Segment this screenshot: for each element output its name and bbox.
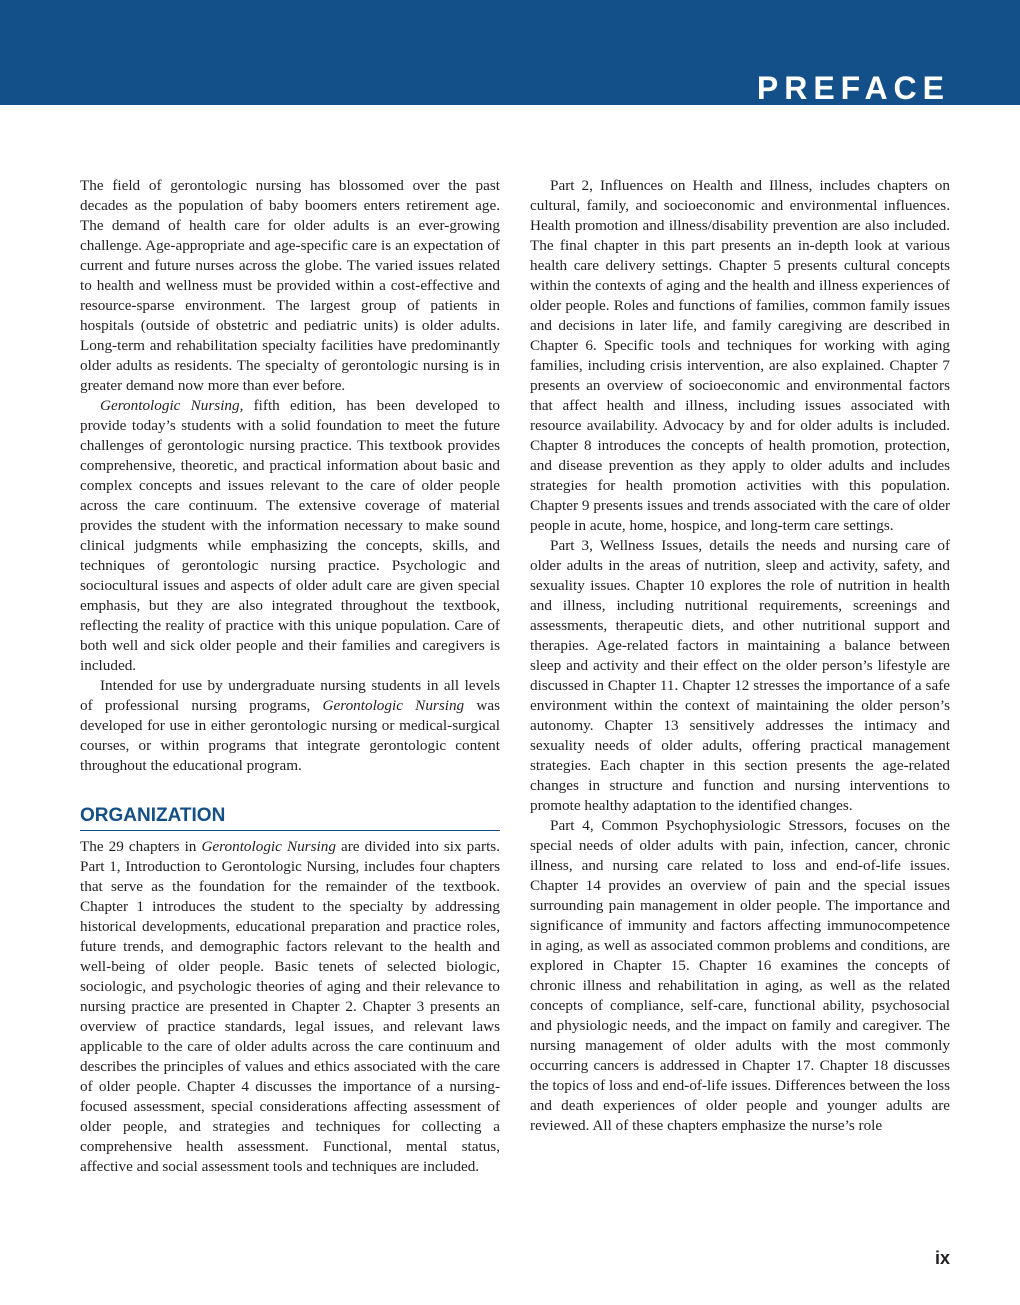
edition-paragraph [80,396,500,676]
page-number: ix [934,1248,950,1268]
organization-paragraph [80,837,500,1177]
left-column [80,176,500,1177]
intro-paragraph: The field of gerontologic nursing has blossomed over the past decades as the population of baby boomers enters retirement age. The demand of health care for older adults is an ever-growing challenge. Age-appropriate and age-specific care is an expectation of current and future nurses across the globe. The varied issues related to health and wellness must be provided within a cost-effective and resource-sparse environment. The largest group of patients in hospitals (outside of obstetric and pediatric units) is older adults. Long-term and rehabilitation specialty facilities have predominantly older adults as residents. The specialty of gerontologic nursing is in greater demand now more than ever before. [80,177,500,394]
edition-paragraph-text: fifth edition, has been developed to provide today’s students with a solid foundation to meet the future challenges of gerontologic nursing practice. This textbook provides comprehensive, theoretic, and practical information about basic and complex concepts and issues relevant to the care of older people across the care continuum. The extensive coverage of material provides the student with the information necessary to make sound clinical judgments while emphasizing the concepts, skills, and techniques of gerontologic nursing practice. Psychologic and sociocultural issues and aspects of older adult care are given special emphasis, but they are also integrated throughout the textbook, reflecting the reality of practice with this unique population. Care of both well and sick older people and their families and caregivers is included. [80,397,500,674]
intended-use-rest: was developed for use in either gerontologic nursing or medical-surgical courses, or within programs that integrate gerontologic content throughout the educational program. [80,697,500,774]
page-title: PREFACE [756,70,950,106]
section-heading-organization: ORGANIZATION [80,804,500,831]
part2-paragraph: Part 2, Influences on Health and Illness, includes chapters on cultural, family, and socioeconomic and environmental influences. Health promotion and illness/disability prevention are also included. The final chapter in this part presents an in-depth look at various health care delivery settings. Chapter 5 presents cultural concepts within the contexts of aging and the health and illness experiences of older people. Roles and functions of families, common family issues and decisions in later life, and family caregiving are described in Chapter 6. Specific tools and techniques for working with aging families, including crisis intervention, are also explained. Chapter 7 presents an overview of socioeconomic and environmental factors that affect health and illness, including issues associated with resource availability. Advocacy by and for older adults is included. Chapter 8 introduces the concepts of health promotion, protection, and disease prevention as they apply to older adults and includes strategies for health promotion activities with this population. Chapter 9 presents issues and trends associated with the care of older people in acute, home, hospice, and long-term care settings. [530,177,950,534]
book-title: Gerontologic Nursing [322,697,465,714]
book-title: Gerontologic Nursing [201,838,336,855]
organization-rest: are divided into six parts. Part 1, Introduction to Gerontologic Nursing, includes four chapters that serve as the foundation for the remainder of the textbook. Chapter 1 introduces the student to the specialty by addressing historical developments, educational preparation and practice roles, future trends, and demographic factors relevant to the health and well-being of older people. Basic tenets of selected biologic, sociologic, and psychologic theories of aging and their relevance to nursing practice are presented in Chapter 2. Chapter 3 presents an overview of practice standards, legal issues, and relevant laws applicable to the care of older adults across the care continuum and describes the principles of values and ethics associated with the care of older people. Chapter 4 discusses the importance of a nursing-focused assessment, special considerations affecting assessment of older people, and strategies and techniques for collecting a comprehensive health assessment. Functional, mental status, affective and social assessment tools and techniques are included. [80,838,500,1175]
header-band [0,0,1020,105]
right-column [530,176,950,1136]
book-title: Gerontologic Nursing, [100,397,244,414]
part3-paragraph: Part 3, Wellness Issues, details the needs and nursing care of older adults in the areas of nutrition, sleep and activity, safety, and sexuality issues. Chapter 10 explores the role of nutrition in health and illness, including nutritional requirements, screenings and assessments, therapeutic diets, and other nutritional support and therapies. Age-related factors in maintaining a balance between sleep and activity and their effect on the older person’s lifestyle are discussed in Chapter 11. Chapter 12 stresses the importance of a safe environment within the context of maintaining the older person’s autonomy. Chapter 13 sensitively addresses the intimacy and sexuality needs of older adults, offering practical management strategies. Each chapter in this section presents the age-related changes in structure and function and nursing interventions to promote healthy adaptation to the identified changes. [530,537,950,814]
intended-use-start: Intended for use by undergraduate nursing students in all levels of professional nursing programs, [80,677,500,714]
part4-paragraph: Part 4, Common Psychophysiologic Stressors, focuses on the special needs of older adults with pain, infection, cancer, chronic illness, and nursing care related to loss and end-of-life issues. Chapter 14 provides an overview of pain and the special issues surrounding pain management in older people. The importance and significance of immunity and factors affecting immunocompetence in aging, as well as associated common problems and conditions, are explored in Chapter 15. Chapter 16 examines the concepts of chronic illness and rehabilitation in aging, as well as the related concepts of compliance, self-care, functional ability, psychosocial and physiologic needs, and the impact on family and caregiver. The nursing management of older adults with the most commonly occurring cancers is addressed in Chapter 17. Chapter 18 discusses the topics of loss and end-of-life issues. Differences between the loss and death experiences of older people and younger adults are reviewed. All of these chapters emphasize the nurse’s role [530,817,950,1134]
intended-use-paragraph [80,676,500,776]
organization-start: The 29 chapters in [80,838,202,855]
